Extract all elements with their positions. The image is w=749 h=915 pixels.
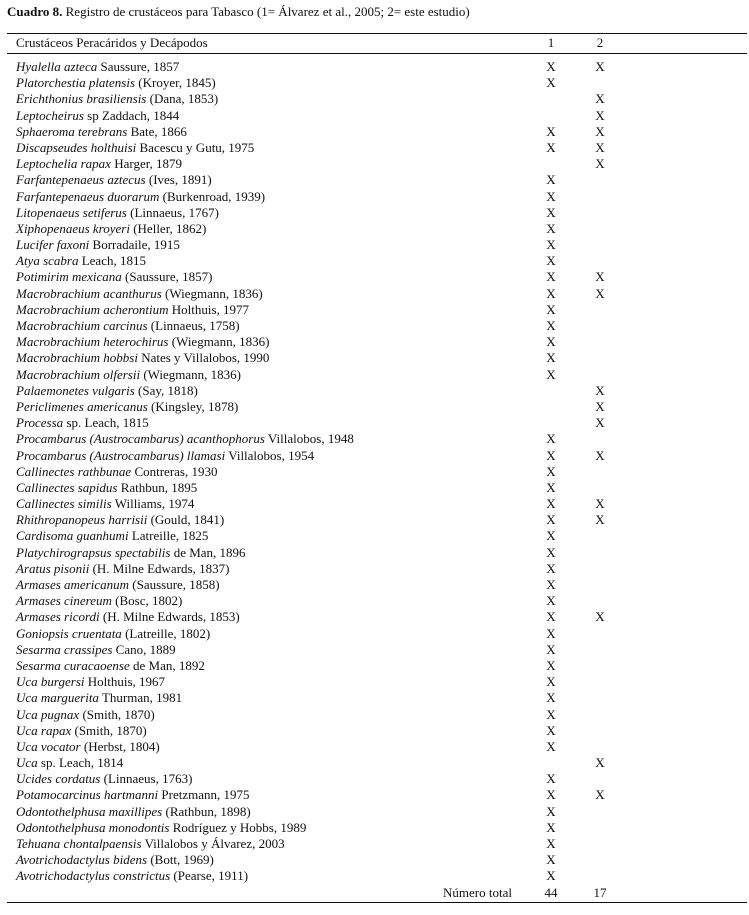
col1-mark: X	[546, 868, 556, 884]
species-cell	[16, 868, 248, 884]
species-cell	[16, 658, 205, 674]
species-author: Nates y Villalobos, 1990	[137, 350, 270, 366]
species-cell	[16, 237, 180, 253]
table-row	[0, 755, 749, 771]
table-row	[0, 302, 749, 318]
col1-mark: X	[546, 139, 556, 155]
col1-mark: X	[546, 787, 556, 803]
species-author: Bacescu y Gutu, 1975	[136, 139, 255, 155]
species-cell	[16, 771, 192, 787]
col2-mark: X	[595, 609, 605, 625]
table-row	[0, 787, 749, 803]
table-row	[0, 221, 749, 237]
col2-mark: X	[595, 269, 605, 285]
species-author: Bate, 1866	[127, 123, 187, 139]
col1-mark: X	[546, 220, 556, 236]
species-author: (Burkenroad, 1939)	[159, 188, 266, 204]
species-name: Tehuana chontalpaensis	[16, 836, 142, 851]
col1-mark: X	[546, 479, 556, 495]
species-author: sp. Leach, 1815	[63, 415, 149, 431]
species-cell	[16, 140, 254, 156]
species-name: Uca pugnax	[16, 706, 80, 722]
species-cell	[16, 755, 123, 771]
species-author: (Pearse, 1911)	[170, 868, 249, 884]
species-author: Latreille, 1825	[128, 528, 209, 544]
species-author: (Bosc, 1802)	[111, 593, 183, 609]
species-name: Procambarus (Austrocambarus) llamasi	[16, 447, 226, 463]
species-name: Uca rapax	[16, 722, 72, 738]
species-name: Odontothelphusa monodontis	[16, 819, 170, 835]
species-cell	[16, 318, 240, 334]
species-author: Villalobos, 1948	[264, 431, 354, 447]
species-author: (Wiegmann, 1836)	[161, 285, 263, 301]
col1-mark: X	[546, 674, 556, 690]
col1-mark: X	[546, 188, 556, 204]
species-cell	[16, 561, 229, 577]
table-row	[0, 528, 749, 544]
table-row	[0, 172, 749, 188]
species-cell	[16, 75, 216, 91]
col2-mark: X	[595, 285, 605, 301]
total-col2: 17	[593, 885, 607, 900]
table-row	[0, 496, 749, 512]
species-cell	[16, 496, 194, 512]
caption-label: Cuadro 8.	[7, 4, 63, 19]
total-label: Número total	[443, 885, 512, 900]
col1-mark: X	[546, 285, 556, 301]
species-author: Rathbun, 1895	[117, 479, 198, 495]
species-cell	[16, 399, 238, 415]
species-cell	[16, 91, 218, 107]
species-cell	[16, 609, 240, 625]
table-row	[0, 820, 749, 836]
species-name: Platorchestia platensis	[16, 75, 136, 91]
col2-mark: X	[595, 787, 605, 803]
table-row	[0, 124, 749, 140]
table-row	[0, 108, 749, 124]
col1-mark: X	[546, 75, 556, 91]
table-row	[0, 75, 749, 91]
species-cell	[16, 690, 182, 706]
species-author: Holthuis, 1967	[84, 674, 166, 690]
species-author: (Say, 1818)	[134, 382, 198, 398]
col1-mark: X	[546, 706, 556, 722]
species-name: Processa	[16, 415, 64, 431]
col1-mark: X	[546, 496, 556, 512]
table-row	[0, 91, 749, 107]
col1-mark: X	[546, 528, 556, 544]
species-cell	[16, 221, 206, 237]
species-cell	[16, 787, 250, 803]
table-row	[0, 674, 749, 690]
table-row	[0, 836, 749, 852]
species-author: Villalobos, 1954	[225, 447, 315, 463]
species-cell	[16, 820, 306, 836]
species-author: Williams, 1974	[111, 496, 195, 512]
species-name: Farfantepenaeus aztecus	[16, 172, 146, 188]
col1-mark: X	[546, 123, 556, 139]
table-row	[0, 480, 749, 496]
species-name: Erichthonius brasiliensis	[16, 91, 147, 107]
col1-mark: X	[546, 690, 556, 706]
species-author: (Linnaeus, 1763)	[100, 771, 193, 787]
species-name: Odontothelphusa maxillipes	[16, 803, 163, 819]
species-cell	[16, 350, 269, 366]
table-row	[0, 59, 749, 75]
col1-mark: X	[546, 237, 556, 253]
col1-mark: X	[546, 738, 556, 754]
species-author: (Herbst, 1804)	[80, 738, 160, 754]
species-author: Villalobos y Álvarez, 2003	[141, 836, 285, 851]
species-cell	[16, 464, 217, 480]
species-name: Macrobrachium carcinus	[16, 318, 148, 333]
species-name: Aratus pisonii	[16, 560, 90, 576]
species-name: Cardisoma guanhumi	[16, 528, 129, 544]
table-row	[0, 690, 749, 706]
species-name: Litopenaeus setiferus	[16, 204, 127, 220]
table-row	[0, 269, 749, 285]
table-row	[0, 593, 749, 609]
col1-mark: X	[546, 301, 556, 317]
col1-mark: X	[546, 836, 556, 851]
species-cell	[16, 156, 182, 172]
species-name: Sesarma crassipes	[16, 641, 113, 657]
table-row	[0, 771, 749, 787]
species-cell	[16, 334, 269, 350]
species-author: de Man, 1892	[129, 657, 205, 673]
species-cell	[16, 642, 176, 658]
table-row	[0, 431, 749, 447]
table-row	[0, 237, 749, 253]
table-row	[0, 205, 749, 221]
table-row	[0, 561, 749, 577]
col2-mark: X	[595, 139, 605, 155]
header-rule	[7, 53, 747, 54]
col1-mark: X	[546, 609, 556, 625]
table-row	[0, 140, 749, 156]
species-cell	[16, 512, 224, 528]
col1-mark: X	[546, 560, 556, 576]
species-author: (Kroyer, 1845)	[135, 75, 216, 91]
table-row	[0, 399, 749, 415]
species-cell	[16, 804, 251, 820]
species-author: (Latreille, 1802)	[121, 625, 211, 641]
species-name: Palaemonetes vulgaris	[16, 382, 135, 398]
species-name: Leptocheirus	[16, 107, 84, 123]
species-name: Sesarma curacaoense	[16, 657, 130, 673]
species-author: sp Zaddach, 1844	[83, 107, 180, 123]
col1-mark: X	[546, 204, 556, 220]
species-author: (Wiegmann, 1836)	[140, 366, 242, 382]
table-row	[0, 383, 749, 399]
species-name: Potamocarcinus hartmanni	[16, 787, 159, 803]
table-row	[0, 415, 749, 431]
table-row	[0, 286, 749, 302]
species-cell	[16, 739, 160, 755]
species-cell	[16, 593, 182, 609]
species-author: Pretzmann, 1975	[158, 787, 250, 803]
species-author: (Dana, 1853)	[146, 91, 219, 107]
col1-mark: X	[546, 625, 556, 641]
col1-mark: X	[546, 771, 556, 787]
table-row	[0, 626, 749, 642]
species-name: Callinectes similis	[16, 496, 112, 512]
species-author: (Saussure, 1858)	[129, 577, 220, 592]
table-row	[0, 868, 749, 884]
col2-mark: X	[595, 415, 605, 431]
species-author: (Smith, 1870)	[71, 722, 147, 738]
species-cell	[16, 189, 265, 205]
species-name: Callinectes rathbunae	[16, 463, 132, 479]
top-rule	[7, 33, 747, 34]
species-cell	[16, 528, 208, 544]
col1-mark: X	[546, 366, 556, 382]
species-author: Cano, 1889	[112, 641, 176, 657]
table-row	[0, 189, 749, 205]
species-name: Leptochelia rapax	[16, 156, 111, 172]
species-cell	[16, 205, 219, 221]
species-author: Harger, 1879	[110, 156, 183, 172]
col1-mark: X	[546, 803, 556, 819]
col1-mark: X	[546, 172, 556, 188]
species-name: Macrobrachium hobbsi	[16, 350, 138, 366]
species-cell	[16, 480, 197, 496]
col1-mark: X	[546, 722, 556, 738]
col1-mark: X	[546, 318, 556, 333]
species-name: Armases ricordi	[16, 609, 100, 625]
species-cell	[16, 723, 147, 739]
species-name: Atya scabra	[16, 253, 79, 269]
col1-mark: X	[546, 350, 556, 366]
col2-mark: X	[595, 398, 605, 414]
col2-mark: X	[595, 59, 605, 74]
species-name: Macrobrachium acanthurus	[16, 285, 162, 301]
header-col1: 1	[547, 35, 555, 50]
col1-mark: X	[546, 819, 556, 835]
table-row	[0, 707, 749, 723]
species-name: Goniopsis cruentata	[16, 625, 122, 641]
table-row	[0, 609, 749, 625]
col1-mark: X	[546, 852, 556, 868]
species-name: Uca marguerita	[16, 690, 99, 706]
table-row	[0, 642, 749, 658]
species-name: Periclimenes americanus	[16, 398, 148, 414]
species-cell	[16, 415, 149, 431]
species-author: (Saussure, 1857)	[121, 269, 213, 285]
table-row	[0, 804, 749, 820]
species-name: Callinectes sapidus	[16, 479, 118, 495]
table-row	[0, 723, 749, 739]
col2-mark: X	[595, 156, 605, 172]
species-name: Ucides cordatus	[16, 771, 101, 787]
species-name: Armases cinereum	[16, 593, 112, 609]
species-author: Saussure, 1857	[97, 59, 180, 74]
col2-mark: X	[595, 123, 605, 139]
col2-mark: X	[595, 447, 605, 463]
header-col2: 2	[596, 35, 604, 50]
species-table-body	[0, 59, 749, 885]
col2-mark: X	[595, 512, 605, 528]
col1-mark: X	[546, 253, 556, 269]
species-author: Borradaile, 1915	[89, 237, 180, 253]
col1-mark: X	[546, 593, 556, 609]
species-name: Macrobrachium heterochirus	[16, 334, 169, 350]
col1-mark: X	[546, 577, 556, 592]
species-author: Holthuis, 1977	[168, 301, 250, 317]
table-row	[0, 448, 749, 464]
species-author: (Kingsley, 1878)	[147, 398, 239, 414]
species-name: Lucifer faxoni	[16, 237, 90, 253]
species-author: Rodríguez y Hobbs, 1989	[169, 819, 307, 835]
species-name: Platychirograpsus spectabilis	[16, 544, 171, 560]
species-name: Rhithropanopeus harrisii	[16, 512, 148, 528]
table-row	[0, 512, 749, 528]
species-name: Uca burgersi	[16, 674, 85, 690]
species-author: (Smith, 1870)	[79, 706, 155, 722]
species-name: Avotrichodactylus constrictus	[16, 868, 171, 884]
species-author: Contreras, 1930	[131, 463, 218, 479]
col1-mark: X	[546, 641, 556, 657]
species-name: Farfantepenaeus duorarum	[16, 188, 160, 204]
species-author: (H. Milne Edwards, 1853)	[99, 609, 240, 625]
table-row	[0, 852, 749, 868]
table-row	[0, 156, 749, 172]
species-name: Avotrichodactylus bidens	[16, 852, 148, 868]
col2-mark: X	[595, 107, 605, 123]
col2-mark: X	[595, 382, 605, 398]
species-cell	[16, 367, 241, 383]
species-cell	[16, 108, 179, 124]
species-name: Uca vocator	[16, 738, 81, 754]
species-cell	[16, 269, 212, 285]
species-author: (Rathbun, 1898)	[162, 803, 251, 819]
col2-mark: X	[595, 91, 605, 107]
species-name: Procambarus (Austrocambarus) acanthophorus	[16, 431, 265, 447]
species-cell	[16, 302, 249, 318]
species-cell	[16, 253, 146, 269]
species-author: (H. Milne Edwards, 1837)	[89, 560, 230, 576]
table-row	[0, 253, 749, 269]
table-row	[0, 545, 749, 561]
col1-mark: X	[546, 463, 556, 479]
species-author: de Man, 1896	[170, 544, 246, 560]
col1-mark: X	[546, 334, 556, 350]
table-row	[0, 739, 749, 755]
col1-mark: X	[546, 431, 556, 447]
species-cell	[16, 172, 212, 188]
table-caption	[7, 4, 470, 20]
species-author: (Ives, 1891)	[145, 172, 212, 188]
species-cell	[16, 448, 314, 464]
species-author: Thurman, 1981	[98, 690, 183, 706]
species-name: Discapseudes holthuisi	[16, 139, 137, 155]
species-cell	[16, 286, 263, 302]
bottom-rule	[7, 902, 747, 903]
species-cell	[16, 852, 214, 868]
species-author: (Linnaeus, 1758)	[147, 318, 240, 333]
species-cell	[16, 383, 198, 399]
caption-text: Registro de crustáceos para Tabasco (1= Álvarez et al., 2005; 2= este estudio)	[62, 4, 470, 19]
species-name: Macrobrachium olfersii	[16, 366, 141, 382]
table-row	[0, 367, 749, 383]
species-name: Macrobrachium acherontium	[16, 301, 169, 317]
species-author: (Bott, 1969)	[147, 852, 214, 868]
table-row	[0, 318, 749, 334]
species-name: Sphaeroma terebrans	[16, 123, 128, 139]
col1-mark: X	[546, 657, 556, 673]
table-row	[0, 577, 749, 593]
total-col1: 44	[544, 885, 558, 900]
table-row	[0, 334, 749, 350]
species-cell	[16, 431, 354, 447]
species-author: (Wiegmann, 1836)	[168, 334, 270, 350]
species-name: Armases americanum	[16, 577, 130, 592]
col1-mark: X	[546, 512, 556, 528]
species-author: (Heller, 1862)	[129, 220, 207, 236]
species-cell	[16, 674, 165, 690]
table-row	[0, 464, 749, 480]
species-cell	[16, 59, 179, 75]
col2-mark: X	[595, 496, 605, 512]
species-author: Leach, 1815	[78, 253, 146, 269]
col1-mark: X	[546, 59, 556, 74]
col2-mark: X	[595, 755, 605, 771]
table-row	[0, 350, 749, 366]
species-cell	[16, 626, 210, 642]
species-cell	[16, 836, 285, 852]
col1-mark: X	[546, 544, 556, 560]
species-cell	[16, 707, 155, 723]
species-name: Uca	[16, 755, 38, 771]
header-species: Crustáceos Peracáridos y Decápodos	[16, 35, 208, 50]
species-author: (Gould, 1841)	[147, 512, 225, 528]
species-cell	[16, 124, 187, 140]
col1-mark: X	[546, 447, 556, 463]
species-author: (Linnaeus, 1767)	[126, 204, 219, 220]
species-name: Potimirim mexicana	[16, 269, 122, 285]
species-cell	[16, 577, 220, 593]
species-name: Xiphopenaeus kroyeri	[16, 220, 130, 236]
col1-mark: X	[546, 269, 556, 285]
species-author: sp. Leach, 1814	[37, 755, 124, 771]
table-row	[0, 658, 749, 674]
species-cell	[16, 545, 246, 561]
species-name: Hyalella azteca	[16, 59, 98, 74]
